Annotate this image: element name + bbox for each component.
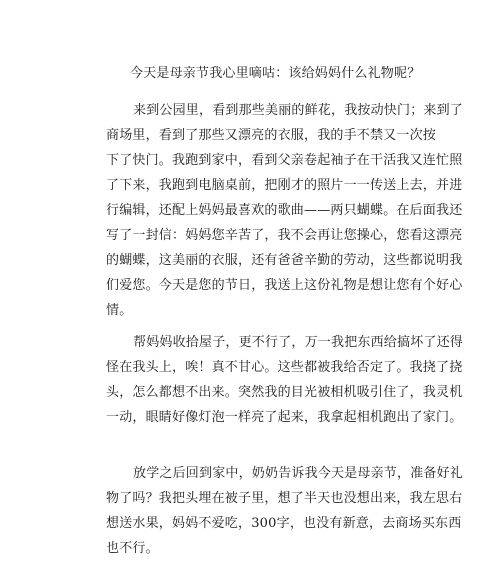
paragraph-2-line-3: 头，怎么都想不出来。突然我的目光被相机吸引住了，我灵机	[106, 385, 463, 400]
paragraph-1-line-5: 行编辑，还配上妈妈最喜欢的歌曲——两只蝴蝶。在后面我还	[106, 203, 463, 218]
paragraph-3-line-4: 也不行。	[106, 541, 159, 556]
paragraph-1-line-4: 了下来，我跑到电脑桌前，把刚才的照片一一传送上去，并进	[106, 178, 463, 193]
paragraph-3-line-1: 放学之后回到家中，奶奶告诉我今天是母亲节，准备好礼	[133, 466, 464, 481]
paragraph-2-line-1: 帮妈妈收拾屋子，更不行了，万一我把东西给搞坏了还得	[133, 335, 464, 350]
paragraph-2-line-2: 怪在我头上，唉！真不甘心。这些都被我给否定了。我挠了挠	[106, 360, 463, 375]
paragraph-3-line-2: 物了吗？我把头埋在被子里，想了半天也没想出来，我左思右	[106, 491, 463, 506]
paragraph-1-line-9: 情。	[106, 303, 133, 318]
opening-line: 今天是母亲节我心里嘀咕：该给妈妈什么礼物呢？	[130, 66, 421, 81]
paragraph-2-line-4: 一动，眼睛好像灯泡一样亮了起来，我拿起相机跑出了家门。	[106, 410, 463, 425]
paragraph-1-line-1: 来到公园里，看到那些美丽的鲜花，我按动快门；来到了	[133, 103, 464, 118]
paragraph-1-line-6: 写了一封信：妈妈您辛苦了，我不会再让您操心，您看这漂亮	[106, 228, 463, 243]
paragraph-1-line-2: 商场里，看到了那些又漂亮的衣服，我的手不禁又一次按	[106, 128, 437, 143]
paragraph-1-line-3: 下了快门。我跑到家中，看到父亲卷起袖子在干活我又连忙照	[106, 153, 463, 168]
paragraph-1-line-8: 们爱您。今天是您的节日，我送上这份礼物是想让您有个好心	[106, 278, 463, 293]
paragraph-1-line-7: 的蝴蝶，这美丽的衣服，还有爸爸辛勤的劳动，这些都说明我	[106, 253, 463, 268]
paragraph-3-line-3: 想送水果，妈妈不爱吃，300字，也没有新意，去商场买东西	[106, 516, 462, 531]
